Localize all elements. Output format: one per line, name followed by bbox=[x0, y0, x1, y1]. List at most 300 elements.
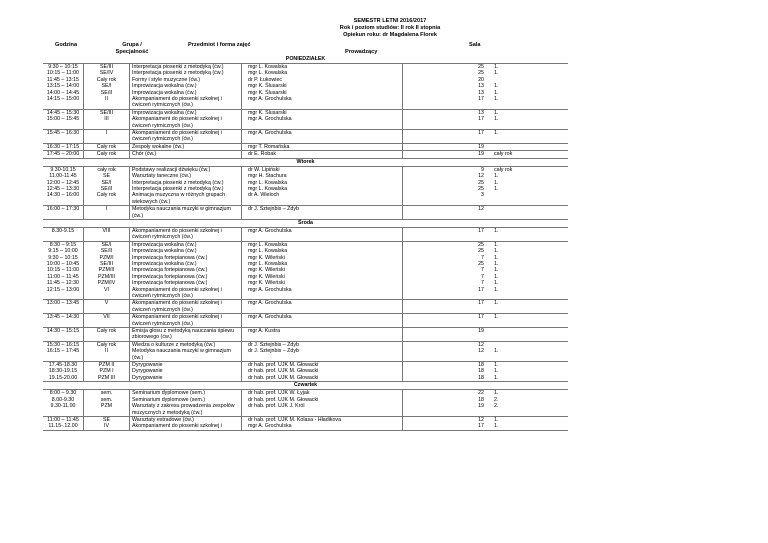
schedule-table bbox=[43, 56, 568, 431]
subject-cell-line: Zespoły wokalne (ćw.) bbox=[132, 143, 185, 150]
group-cell-line: PZM/III bbox=[97, 273, 116, 280]
teacher-cell-line: mgr A. Grochulska bbox=[248, 300, 292, 307]
teacher-cell-line bbox=[248, 355, 402, 361]
teacher-cell-line: dr J. Sztejnbis – Zdyb bbox=[248, 206, 299, 213]
subject-cell bbox=[129, 342, 241, 361]
note-cell-line bbox=[494, 144, 568, 150]
room-cell bbox=[414, 328, 490, 341]
subject-cell-line: Dyrygowanie bbox=[132, 362, 163, 369]
subject-cell-line: Improwizacja fortepianowa (ćw.) bbox=[132, 254, 208, 261]
group-cell bbox=[83, 151, 129, 157]
schedule-block bbox=[43, 228, 568, 242]
group-cell-line: SE/IV bbox=[99, 70, 114, 77]
time-cell bbox=[43, 314, 83, 327]
room-cell-line: 18 bbox=[478, 368, 484, 375]
room-cell bbox=[414, 64, 490, 109]
room-cell-line bbox=[414, 102, 484, 108]
group-cell-line bbox=[84, 334, 129, 340]
teacher-cell-line bbox=[248, 334, 402, 340]
group-cell-line: IV bbox=[103, 423, 109, 430]
group-cell-line: SE/III bbox=[100, 260, 113, 267]
spacer-cell bbox=[402, 130, 414, 143]
group-cell-line: PZM II bbox=[98, 362, 115, 369]
time-cell bbox=[43, 342, 83, 361]
note-cell-line: 1. bbox=[494, 83, 499, 90]
subject-cell bbox=[129, 144, 241, 150]
room-cell-line: 17 bbox=[478, 286, 484, 293]
group-cell-line: PZM III bbox=[97, 374, 116, 381]
subject-cell-line: Improwizacja wokalna (ćw.) bbox=[132, 89, 197, 96]
time-cell bbox=[43, 144, 83, 150]
schedule-block bbox=[43, 151, 568, 158]
teacher-cell bbox=[241, 151, 402, 157]
spacer-cell bbox=[402, 300, 414, 313]
teacher-cell bbox=[241, 110, 402, 129]
teacher-cell-line bbox=[248, 213, 402, 219]
teacher-cell-line bbox=[248, 199, 402, 205]
subject-cell-line: Emisja głosu z metodyką nauczania śpiewu bbox=[132, 328, 235, 335]
note-cell bbox=[490, 328, 568, 341]
subject-cell bbox=[129, 314, 241, 327]
document-header bbox=[225, 18, 555, 38]
time-cell-line bbox=[43, 410, 83, 416]
group-cell-line: Cały rok bbox=[96, 143, 117, 150]
teacher-cell-line: dr E. Robak bbox=[248, 151, 276, 158]
time-cell-line bbox=[43, 199, 83, 205]
note-cell-line bbox=[494, 410, 568, 416]
subject-cell-line: Improwizacja wokalna (ćw.) bbox=[132, 83, 197, 90]
group-cell bbox=[83, 110, 129, 129]
room-cell bbox=[414, 362, 490, 381]
note-cell bbox=[490, 242, 568, 300]
teacher-cell-line: mgr A. Kustra bbox=[248, 328, 281, 335]
subject-cell-line: Akompaniament do piosenki szkolnej i bbox=[132, 116, 222, 123]
room-cell-line: 17 bbox=[478, 227, 484, 234]
note-cell-line bbox=[494, 307, 568, 313]
subject-cell bbox=[129, 362, 241, 381]
group-cell-line: SE/III bbox=[100, 64, 113, 70]
room-cell-line: 19 bbox=[478, 143, 484, 150]
time-cell-line: 13:15 – 14:00 bbox=[46, 83, 80, 90]
note-cell-line: 1. bbox=[494, 89, 499, 96]
room-cell-line: 17 bbox=[478, 116, 484, 123]
room-cell bbox=[414, 167, 490, 205]
group-cell-line bbox=[84, 199, 129, 205]
note-cell-line: 1. bbox=[494, 280, 499, 287]
note-cell bbox=[490, 314, 568, 327]
schedule-block bbox=[43, 417, 568, 431]
note-cell-line: 1. bbox=[494, 362, 499, 369]
time-cell-line: 17:45 – 20:00 bbox=[46, 151, 80, 158]
subject-cell bbox=[129, 228, 241, 241]
room-cell-line bbox=[414, 410, 484, 416]
group-cell-line bbox=[84, 293, 129, 299]
subject-cell-line: Metodyka nauczania muzyki w gimnazjum bbox=[132, 348, 231, 355]
group-cell-line: I bbox=[105, 130, 108, 137]
room-cell-line: 7 bbox=[481, 267, 484, 274]
column-header-teacher: Prowadzący bbox=[345, 49, 378, 55]
schedule-block bbox=[43, 390, 568, 417]
group-cell-line bbox=[84, 136, 129, 142]
teacher-cell bbox=[241, 242, 402, 300]
note-cell-line: 2. bbox=[494, 396, 499, 403]
time-cell-line: 17.45-18.30 bbox=[48, 362, 78, 369]
time-cell bbox=[43, 362, 83, 381]
room-cell bbox=[414, 228, 490, 241]
room-cell-line: 17 bbox=[478, 314, 484, 321]
time-cell-line: 8:30 – 9:15 bbox=[49, 241, 77, 248]
teacher-cell-line: mgr A. Grochulska bbox=[248, 423, 292, 430]
subject-cell-line: ćwiczeń rytmicznych (ćw.) bbox=[132, 306, 193, 313]
note-cell-line: 1. bbox=[494, 314, 499, 321]
note-cell-line: 1. bbox=[494, 179, 499, 186]
schedule-block bbox=[43, 144, 568, 151]
note-cell-line: 1. bbox=[494, 368, 499, 375]
note-cell-line bbox=[494, 123, 568, 129]
spacer-cell bbox=[402, 328, 414, 341]
time-cell-line: 10:15 – 11:00 bbox=[46, 70, 79, 77]
subject-cell-line: Seminarium dyplomowe (sem.) bbox=[132, 396, 206, 403]
teacher-cell-line: mgr L. Kowalska bbox=[248, 260, 288, 267]
time-cell-line: 8.30-9.15 bbox=[51, 227, 75, 234]
subject-cell-line: Chór (ćw.) bbox=[132, 151, 157, 158]
group-cell-line bbox=[84, 321, 129, 327]
teacher-cell-line: mgr L. Kowalska bbox=[248, 248, 288, 255]
teacher-cell-line: mgr A. Grochulska bbox=[248, 116, 292, 123]
room-cell-line: 25 bbox=[478, 260, 484, 267]
time-cell-line: 11:00 – 11:45 bbox=[47, 273, 79, 280]
note-cell-line: 1. bbox=[494, 416, 499, 423]
subject-cell-line: Interpretacja piosenki z metodyką (ćw.) bbox=[132, 70, 224, 77]
note-cell bbox=[490, 417, 568, 430]
subject-cell-line: Dyrygowanie bbox=[132, 368, 163, 375]
time-cell-line: 11.15-.12.00 bbox=[48, 423, 78, 430]
note-cell-line: 1. bbox=[494, 267, 499, 274]
time-cell-line bbox=[43, 307, 83, 313]
column-header-group-line1: Grupa / bbox=[122, 42, 142, 48]
time-cell-line: 11:45 – 13:15 bbox=[46, 76, 79, 83]
teacher-cell bbox=[241, 167, 402, 205]
day-heading: Czwartek bbox=[43, 382, 568, 390]
spacer-cell bbox=[402, 206, 414, 219]
teacher-cell-line: dr hab. prof. UJK W. Łyjak bbox=[248, 390, 310, 397]
subject-cell bbox=[129, 64, 241, 109]
time-cell-line: 14:15 – 15:00 bbox=[46, 96, 80, 103]
time-cell-line: 14:45 – 15:30 bbox=[46, 109, 80, 116]
teacher-cell-line: dr hab. prof. UJK M. Głowacki bbox=[248, 396, 319, 403]
subject-cell-line: Akompaniament do piosenki szkolnej i bbox=[132, 300, 222, 307]
subject-cell-line: Podstawy realizacji dźwięku (ćw.) bbox=[132, 166, 211, 173]
group-cell-line: PZM/I bbox=[99, 254, 114, 261]
column-header-time: Godzina bbox=[55, 42, 78, 48]
teacher-cell-line bbox=[248, 293, 402, 299]
room-cell-line: 7 bbox=[481, 280, 484, 287]
group-cell-line: I bbox=[105, 206, 108, 213]
spacer-cell bbox=[402, 390, 414, 416]
note-cell-line: 2. bbox=[494, 403, 499, 410]
time-cell-line: 12:45 – 13:30 bbox=[46, 185, 80, 192]
room-cell-line: 7 bbox=[481, 254, 484, 261]
year-supervisor: Opiekun roku: dr Magdalena Florek bbox=[343, 31, 437, 38]
subject-cell-line: Animacja muzyczna w różnych grupach bbox=[132, 192, 226, 199]
note-cell-line: 1. bbox=[494, 96, 499, 103]
room-cell-line: 25 bbox=[478, 241, 484, 248]
time-cell-line: 14:30 – 16:00 bbox=[46, 192, 80, 199]
time-cell-line bbox=[43, 123, 83, 129]
group-cell bbox=[83, 328, 129, 341]
group-cell bbox=[83, 228, 129, 241]
time-cell-line: 12:15 – 13:00 bbox=[46, 286, 80, 293]
note-cell-line: 1. bbox=[494, 348, 499, 355]
time-cell-line: 10:00 – 10:45 bbox=[46, 260, 80, 267]
spacer-cell bbox=[402, 342, 414, 361]
subject-cell-line: ćwiczeń rytmicznych (ćw.) bbox=[132, 320, 193, 327]
note-cell-line: 1. bbox=[494, 374, 499, 381]
group-cell-line: sem. bbox=[100, 390, 113, 397]
group-cell-line: VII bbox=[103, 314, 110, 321]
teacher-cell-line: dr W. Lipiński bbox=[248, 166, 280, 173]
group-cell-line: VIII bbox=[102, 227, 111, 234]
spacer-cell bbox=[402, 151, 414, 157]
room-cell-line bbox=[414, 355, 484, 361]
time-cell-line: 11:00 – 11:45 bbox=[47, 416, 79, 423]
time-cell-line: 16:15 – 17:45 bbox=[46, 348, 80, 355]
subject-cell bbox=[129, 167, 241, 205]
teacher-cell-line: mgr A. Grochulska bbox=[248, 314, 292, 321]
teacher-cell-line: mgr L. Kowalska bbox=[248, 179, 288, 186]
group-cell bbox=[83, 417, 129, 430]
room-cell bbox=[414, 151, 490, 157]
note-cell-line: 1. bbox=[494, 241, 499, 248]
teacher-cell-line: dr J. Sztejnbis – Zdyb bbox=[248, 341, 299, 348]
note-cell bbox=[490, 362, 568, 381]
time-cell bbox=[43, 130, 83, 143]
year-level: Rok i poziom studiów: II rok II stopnia bbox=[339, 24, 441, 31]
room-cell-line: 25 bbox=[478, 185, 484, 192]
day-heading: PONIEDZIAŁEK bbox=[43, 56, 568, 64]
room-cell-line: 17 bbox=[478, 423, 484, 430]
time-cell-line bbox=[43, 334, 83, 340]
time-cell bbox=[43, 110, 83, 129]
subject-cell-line: wiekowych (ćw.) bbox=[132, 198, 171, 205]
group-cell-line: PZM bbox=[100, 403, 113, 410]
schedule-block bbox=[43, 64, 568, 110]
day-heading: Wtorek bbox=[43, 159, 568, 167]
subject-cell-line: Improwizacja fortepianowa (ćw.) bbox=[132, 273, 208, 280]
teacher-cell-line bbox=[248, 136, 402, 142]
subject-cell-line: Interpretacja piosenki z metodyką (ćw.) bbox=[132, 185, 224, 192]
subject-cell bbox=[129, 242, 241, 300]
room-cell-line: 19 bbox=[478, 403, 484, 410]
teacher-cell-line: mgr K. Wileński bbox=[248, 280, 285, 287]
schedule-block bbox=[43, 167, 568, 206]
teacher-cell bbox=[241, 314, 402, 327]
group-cell bbox=[83, 390, 129, 416]
room-cell-line: 13 bbox=[478, 109, 484, 116]
room-cell-line bbox=[414, 213, 484, 219]
group-cell bbox=[83, 144, 129, 150]
room-cell bbox=[414, 242, 490, 300]
room-cell bbox=[414, 110, 490, 129]
time-cell-line: 18:30-19.15 bbox=[48, 368, 78, 375]
time-cell-line: 9:15 – 10:00 bbox=[48, 248, 78, 255]
subject-cell-line: (ćw.) bbox=[132, 212, 144, 219]
column-header-subject: Przedmiot i forma zajęć bbox=[188, 42, 251, 48]
spacer-cell bbox=[402, 242, 414, 300]
time-cell-line bbox=[43, 136, 83, 142]
column-header-group bbox=[112, 42, 152, 56]
teacher-cell-line: mgr A. Grochulska bbox=[248, 130, 292, 137]
teacher-cell-line bbox=[248, 307, 402, 313]
room-cell-line bbox=[414, 321, 484, 327]
note-cell bbox=[490, 228, 568, 241]
subject-cell-line: Warsztaty taneczne (ćw.) bbox=[132, 173, 191, 180]
note-cell-line: 1. bbox=[494, 227, 499, 234]
room-cell-line bbox=[414, 334, 484, 340]
note-cell-line bbox=[494, 234, 568, 240]
time-cell-line bbox=[43, 293, 83, 299]
subject-cell-line: Wiedza o kulturze z metodyką (ćw.) bbox=[132, 341, 216, 348]
note-cell-line: 1. bbox=[494, 173, 499, 180]
spacer-cell bbox=[402, 167, 414, 205]
subject-cell-line: ćwiczeń rytmicznych (ćw.) bbox=[132, 102, 193, 109]
schedule-block bbox=[43, 130, 568, 144]
spacer-cell bbox=[402, 64, 414, 109]
group-cell-line: cały rok bbox=[97, 166, 116, 173]
teacher-cell-line: mgr A. Grochulska bbox=[248, 227, 292, 234]
teacher-cell bbox=[241, 300, 402, 313]
teacher-cell-line: dr A. Wieloch bbox=[248, 192, 280, 199]
schedule-block bbox=[43, 242, 568, 301]
room-cell-line bbox=[414, 234, 484, 240]
spacer-cell bbox=[402, 417, 414, 430]
note-cell-line: 1. bbox=[494, 116, 499, 123]
room-cell-line: 17 bbox=[478, 300, 484, 307]
room-cell-line bbox=[414, 123, 484, 129]
group-cell-line: SE/II bbox=[100, 89, 113, 96]
group-cell-line: SE/I bbox=[101, 241, 112, 248]
room-cell-line: 12 bbox=[478, 348, 484, 355]
room-cell-line: 25 bbox=[478, 179, 484, 186]
subject-cell bbox=[129, 206, 241, 219]
subject-cell-line: ćwiczeń rytmicznych (ćw.) bbox=[132, 293, 193, 299]
semester-title: SEMESTR LETNI 2016/2017 bbox=[353, 18, 427, 24]
note-cell-line: 1. bbox=[494, 130, 499, 137]
note-cell-line: 1. bbox=[494, 64, 499, 70]
subject-cell-line: muzycznych z metodyką (ćw.) bbox=[132, 409, 203, 416]
time-cell-line: 9.30-11.00 bbox=[50, 403, 76, 410]
subject-cell-line: Improwizacja fortepianowa (ćw.) bbox=[132, 267, 208, 274]
subject-cell bbox=[129, 110, 241, 129]
spacer-cell bbox=[402, 362, 414, 381]
note-cell-line bbox=[494, 355, 568, 361]
time-cell bbox=[43, 151, 83, 157]
time-cell-line: 8:00 – 9.30 bbox=[49, 390, 77, 397]
time-cell-line: 14:00 – 14:45 bbox=[46, 89, 80, 96]
spacer-cell bbox=[402, 110, 414, 129]
note-cell-line: 1. bbox=[494, 286, 499, 293]
group-cell-line: SE bbox=[102, 173, 111, 180]
subject-cell bbox=[129, 300, 241, 313]
teacher-cell bbox=[241, 144, 402, 150]
room-cell-line: 13 bbox=[478, 83, 484, 90]
note-cell-line bbox=[494, 102, 568, 108]
subject-cell-line: Seminarium dyplomowe (sem.) bbox=[132, 390, 206, 397]
time-cell-line: 13:45 – 14:30 bbox=[46, 314, 80, 321]
group-cell-line bbox=[84, 123, 129, 129]
group-cell-line: Cały rok bbox=[96, 76, 117, 83]
group-cell-line: V bbox=[104, 300, 109, 307]
room-cell-line: 22 bbox=[478, 390, 484, 397]
teacher-cell-line bbox=[248, 123, 402, 129]
group-cell-line: PZM I bbox=[99, 368, 114, 375]
group-cell bbox=[83, 362, 129, 381]
time-cell bbox=[43, 206, 83, 219]
time-cell-line: 16:00 – 17:30 bbox=[46, 206, 80, 213]
room-cell-line: 20 bbox=[478, 76, 484, 83]
subject-cell-line: Improwizacja wokalna (ćw.) bbox=[132, 109, 197, 116]
teacher-cell-line: mgr L. Kowalska bbox=[248, 64, 288, 70]
note-cell-line bbox=[494, 293, 568, 299]
time-cell-line: 11:45 – 12:30 bbox=[46, 280, 79, 287]
note-cell-line: 1. bbox=[494, 248, 499, 255]
teacher-cell-line: dr hab. prof. UJK J. Król bbox=[248, 403, 305, 410]
teacher-cell-line: mgr H. Stachura bbox=[248, 173, 287, 180]
teacher-cell-line: mgr A. Grochulska bbox=[248, 96, 292, 103]
group-cell bbox=[83, 242, 129, 300]
time-cell bbox=[43, 328, 83, 341]
time-cell-line: 15:45 – 16:30 bbox=[46, 130, 80, 137]
room-cell-line: 3 bbox=[481, 192, 484, 199]
time-cell-line: 16:30 – 17:15 bbox=[46, 143, 80, 150]
room-cell bbox=[414, 130, 490, 143]
note-cell-line: cały rok bbox=[494, 151, 513, 158]
group-cell-line: II bbox=[105, 96, 108, 103]
day-heading: Środa bbox=[43, 220, 568, 228]
subject-cell-line: ćwiczeń rytmicznych (ćw.) bbox=[132, 234, 193, 241]
room-cell-line: 25 bbox=[478, 70, 484, 77]
teacher-cell-line: dr hab. prof. UJK M. Głowacki bbox=[248, 374, 319, 381]
note-cell bbox=[490, 110, 568, 129]
subject-cell-line: Improwizacja wokalna (ćw.) bbox=[132, 241, 197, 248]
time-cell-line: 8.00-9.30 bbox=[51, 396, 75, 403]
subject-cell-line: Dyrygowanie bbox=[132, 374, 163, 381]
room-cell-line: 18 bbox=[478, 396, 484, 403]
time-cell-line bbox=[43, 102, 83, 108]
group-cell-line bbox=[84, 102, 129, 108]
teacher-cell-line: mgr K. Wileński bbox=[248, 273, 285, 280]
room-cell-line bbox=[414, 293, 484, 299]
time-cell-line bbox=[43, 321, 83, 327]
group-cell-line: Cały rok bbox=[96, 151, 117, 158]
group-cell-line: SE/III bbox=[100, 109, 113, 116]
teacher-cell-line: dr hab. prof. UJK M. Głowacki bbox=[248, 368, 319, 375]
teacher-cell bbox=[241, 328, 402, 341]
schedule-block bbox=[43, 328, 568, 342]
subject-cell-line: Formy i style muzyczne (ćw.) bbox=[132, 76, 200, 83]
room-cell bbox=[414, 206, 490, 219]
schedule-block bbox=[43, 362, 568, 382]
group-cell-line: Cały rok bbox=[96, 328, 117, 335]
teacher-cell-line: mgr L. Kowalska bbox=[248, 70, 288, 77]
time-cell-line: 13:00 – 13:45 bbox=[46, 300, 80, 307]
note-cell-line: 1. bbox=[494, 390, 499, 397]
subject-cell-line: (ćw.) bbox=[132, 354, 144, 361]
time-cell-line bbox=[43, 234, 83, 240]
teacher-cell-line: mgr K. Wileński bbox=[248, 267, 285, 274]
teacher-cell-line: mgr T. Romańska bbox=[248, 143, 290, 150]
room-cell bbox=[414, 314, 490, 327]
